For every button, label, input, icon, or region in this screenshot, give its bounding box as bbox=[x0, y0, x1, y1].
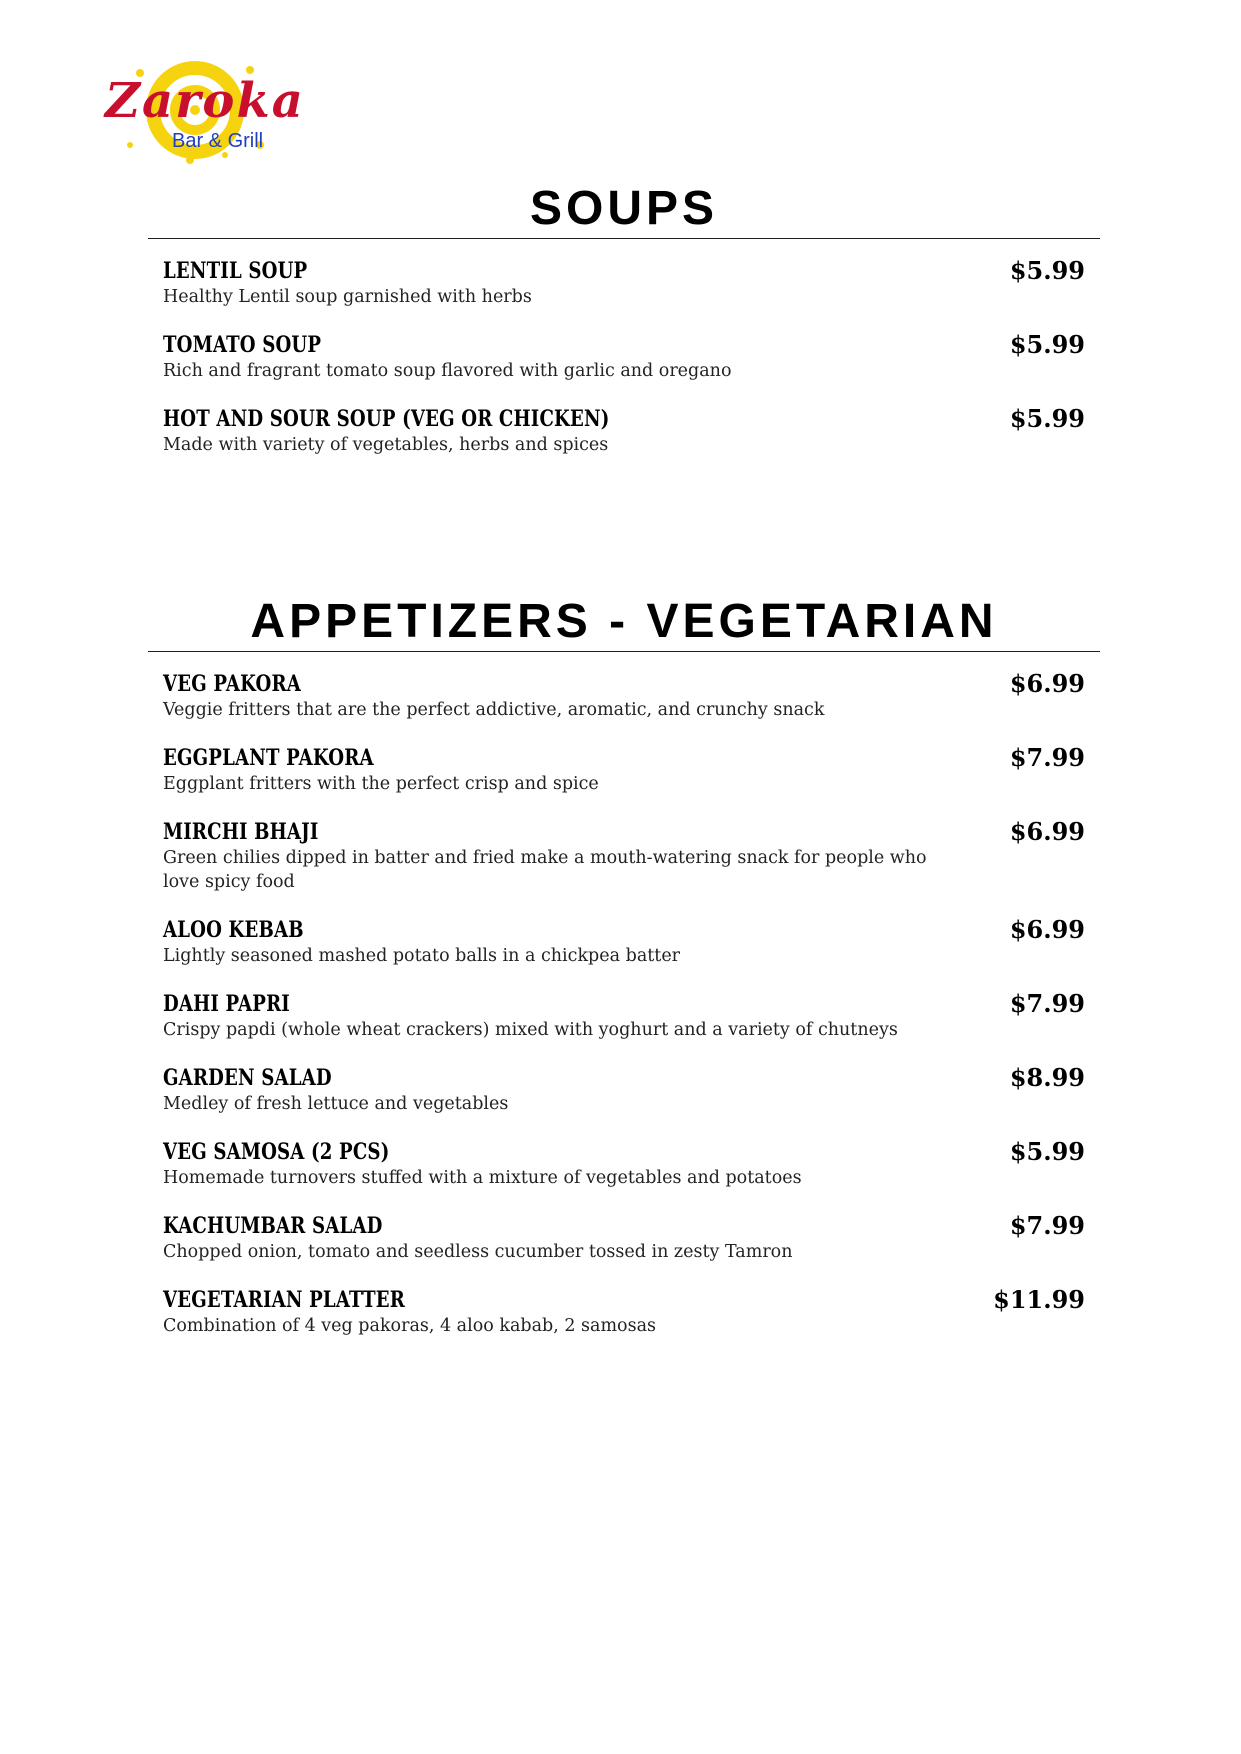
soups-section bbox=[148, 180, 1100, 457]
item-name: TOMATO SOUP bbox=[163, 332, 322, 358]
item-description: Chopped onion, tomato and seedless cucumber tossed in zesty Tamron bbox=[163, 1242, 793, 1262]
item-name: MIRCHI BHAJI bbox=[163, 819, 319, 845]
item-name: EGGPLANT PAKORA bbox=[163, 745, 374, 771]
item-description: Crispy papdi (whole wheat crackers) mixed with yoghurt and a variety of chutneys bbox=[163, 1020, 898, 1040]
zaroka-logo-icon bbox=[100, 55, 305, 165]
menu-items-list bbox=[148, 670, 1100, 1338]
svg-text:Bar & Grill: Bar & Grill bbox=[172, 130, 264, 152]
section-title: APPETIZERS - VEGETARIAN bbox=[250, 595, 998, 648]
item-name: VEGETARIAN PLATTER bbox=[163, 1287, 405, 1313]
item-price: $7.99 bbox=[1009, 1211, 1085, 1240]
brand-logo bbox=[100, 55, 305, 165]
item-description: Medley of fresh lettuce and vegetables bbox=[163, 1094, 509, 1114]
menu-item bbox=[148, 1212, 1100, 1264]
item-name: VEG PAKORA bbox=[163, 671, 301, 697]
section-title: SOUPS bbox=[529, 182, 719, 235]
section-divider bbox=[148, 651, 1100, 652]
menu-item bbox=[148, 990, 1100, 1042]
item-description: Healthy Lentil soup garnished with herbs bbox=[163, 287, 532, 307]
menu-item bbox=[148, 1064, 1100, 1116]
item-price: $5.99 bbox=[1009, 256, 1085, 285]
item-price: $5.99 bbox=[1009, 404, 1085, 433]
menu-items-list bbox=[148, 257, 1100, 457]
menu-item bbox=[148, 331, 1100, 383]
menu-item bbox=[148, 257, 1100, 309]
item-name: LENTIL SOUP bbox=[163, 258, 308, 284]
item-description: Green chilies dipped in batter and fried make a mouth-watering snack for people who love spicy food bbox=[163, 848, 927, 892]
item-description: Eggplant fritters with the perfect crisp and spice bbox=[163, 774, 599, 794]
section-divider bbox=[148, 238, 1100, 239]
item-name: VEG SAMOSA (2 PCS) bbox=[163, 1139, 390, 1165]
item-name: KACHUMBAR SALAD bbox=[163, 1213, 383, 1239]
item-description: Made with variety of vegetables, herbs and spices bbox=[163, 435, 609, 455]
item-description: Veggie fritters that are the perfect addictive, aromatic, and crunchy snack bbox=[163, 700, 825, 720]
menu-item bbox=[148, 405, 1100, 457]
menu-item bbox=[148, 1138, 1100, 1190]
item-price: $6.99 bbox=[1009, 915, 1085, 944]
item-name: ALOO KEBAB bbox=[163, 917, 304, 943]
menu-item bbox=[148, 744, 1100, 796]
item-price: $7.99 bbox=[1009, 743, 1085, 772]
item-description: Homemade turnovers stuffed with a mixture of vegetables and potatoes bbox=[163, 1168, 802, 1188]
item-price: $5.99 bbox=[1009, 1137, 1085, 1166]
item-price: $5.99 bbox=[1009, 330, 1085, 359]
item-description: Rich and fragrant tomato soup flavored with garlic and oregano bbox=[163, 361, 732, 381]
item-price: $8.99 bbox=[1009, 1063, 1085, 1092]
svg-text:Zaroka: Zaroka bbox=[105, 73, 305, 129]
menu-item bbox=[148, 1286, 1100, 1338]
appetizers-vegetarian-section bbox=[148, 593, 1100, 1338]
menu-item bbox=[148, 818, 1100, 894]
item-description: Combination of 4 veg pakoras, 4 aloo kabab, 2 samosas bbox=[163, 1316, 656, 1336]
item-price: $6.99 bbox=[1009, 817, 1085, 846]
item-description: Lightly seasoned mashed potato balls in a chickpea batter bbox=[163, 946, 681, 966]
menu-item bbox=[148, 916, 1100, 968]
item-name: HOT AND SOUR SOUP (VEG OR CHICKEN) bbox=[163, 406, 610, 432]
menu-item bbox=[148, 670, 1100, 722]
item-price: $6.99 bbox=[1009, 669, 1085, 698]
item-price: $11.99 bbox=[993, 1285, 1085, 1314]
item-price: $7.99 bbox=[1009, 989, 1085, 1018]
item-name: DAHI PAPRI bbox=[163, 991, 290, 1017]
item-name: GARDEN SALAD bbox=[163, 1065, 332, 1091]
